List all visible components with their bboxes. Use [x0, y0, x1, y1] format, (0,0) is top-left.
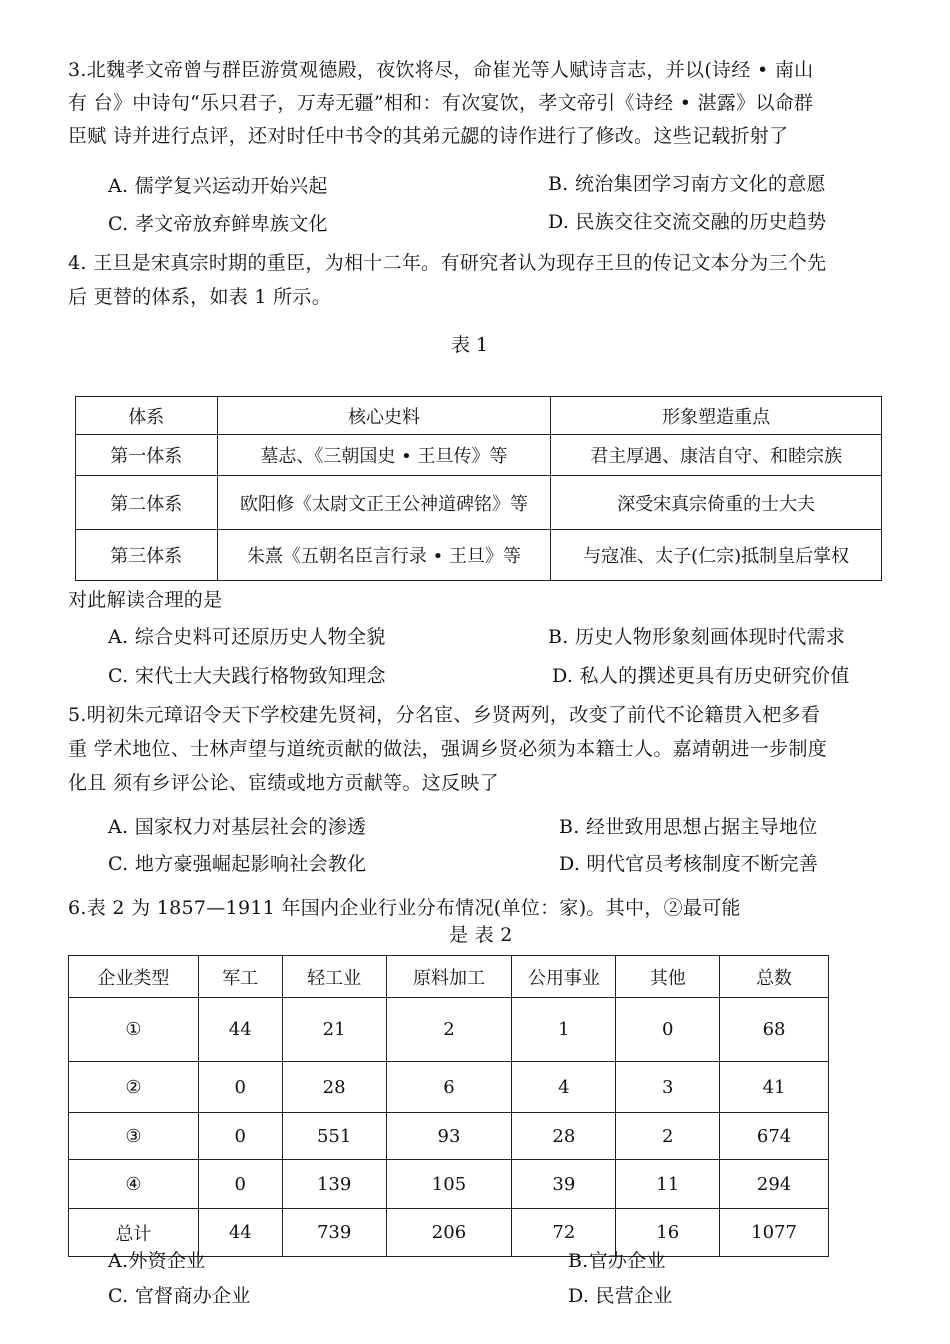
table-2-cell: 72 [512, 1209, 616, 1257]
q5-stem-line-3: 化且 须有乡评公论、宦绩或地方贡献等。这反映了 [68, 772, 499, 794]
table-2-cell: 39 [512, 1160, 616, 1209]
q4-option-d: D. 私人的撰述更具有历史研究价值 [552, 665, 850, 687]
table-2-cell: 0 [198, 1062, 282, 1113]
table-1 [75, 396, 882, 581]
table-2-cell: 3 [616, 1062, 720, 1113]
q3-stem-line-3: 臣赋 诗并进行点评，还对时任中书令的其弟元勰的诗作进行了修改。这些记载折射了 [68, 125, 789, 147]
table-2-cell: 551 [282, 1113, 386, 1160]
table-2-cell: ④ [69, 1160, 199, 1209]
q6-option-a: A.外资企业 [108, 1250, 206, 1272]
q4-stem-line-2: 后 更替的体系，如表 1 所示。 [68, 286, 332, 308]
table-2-cell: 11 [616, 1160, 720, 1209]
table-1-cell: 君主厚遇、康洁自守、和睦宗族 [551, 435, 882, 476]
table-2-cell: 44 [198, 1209, 282, 1257]
table-2-cell: 总计 [69, 1209, 199, 1257]
table-2-cell: 2 [616, 1113, 720, 1160]
table-row [69, 998, 829, 1062]
table-row [76, 530, 882, 581]
table-2-header: 军工 [198, 956, 282, 998]
table-2-cell: 139 [282, 1160, 386, 1209]
table-2-cell: 16 [616, 1209, 720, 1257]
table-1-header: 体系 [76, 397, 218, 435]
table-2-cell: 105 [386, 1160, 512, 1209]
table-row [69, 1062, 829, 1113]
q6-option-b: B.官办企业 [568, 1250, 666, 1272]
table-1-cell: 第三体系 [76, 530, 218, 581]
table-2-cell: ③ [69, 1113, 199, 1160]
q5-stem-line-2: 重 学术地位、士林声望与道统贡献的做法，强调乡贤必须为本籍士人。嘉靖朝进一步制度 [68, 738, 828, 760]
q6-stem-line-1: 6.表 2 为 1857—1911 年国内企业行业分布情况(单位：家)。其中，②最可能 [68, 897, 741, 919]
table-row [76, 435, 882, 476]
q5-option-d: D. 明代官员考核制度不断完善 [559, 853, 819, 875]
table-1-cell: 第二体系 [76, 476, 218, 530]
table-1-caption: 表 1 [451, 334, 489, 356]
q4-question: 对此解读合理的是 [68, 589, 223, 611]
table-1-header-row [76, 397, 882, 435]
q3-stem-line-2: 有 台》中诗句“乐只君子，万寿无疆”相和：有次宴饮，孝文帝引《诗经 • 湛露》以命群 [68, 92, 814, 114]
q5-option-a: A. 国家权力对基层社会的渗透 [108, 816, 367, 838]
table-2-cell: 739 [282, 1209, 386, 1257]
table-2-cell: 4 [512, 1062, 616, 1113]
table-2-header-row [69, 956, 829, 998]
table-2-header: 其他 [616, 956, 720, 998]
q3-option-b: B. 统治集团学习南方文化的意愿 [548, 173, 826, 195]
table-2-cell: ② [69, 1062, 199, 1113]
q3-option-c: C. 孝文帝放弃鲜卑族文化 [108, 213, 328, 235]
table-2-header: 总数 [720, 956, 829, 998]
table-2-cell: 1 [512, 998, 616, 1062]
table-row [69, 1160, 829, 1209]
table-2-cell: 28 [282, 1062, 386, 1113]
q6-stem-line-2: 是 表 2 [449, 924, 513, 946]
q5-option-b: B. 经世致用思想占据主导地位 [559, 816, 818, 838]
q5-stem-line-1: 5.明初朱元璋诏令天下学校建先贤祠，分名宦、乡贤两列，改变了前代不论籍贯入杷多看 [68, 704, 821, 726]
q6-option-d: D. 民营企业 [568, 1285, 673, 1307]
q3-option-d: D. 民族交往交流交融的历史趋势 [548, 211, 827, 233]
table-1-cell: 朱熹《五朝名臣言行录 • 王旦》等 [217, 530, 551, 581]
table-row [69, 1113, 829, 1160]
table-row [76, 476, 882, 530]
table-1-cell: 与寇准、太子(仁宗)抵制皇后掌权 [551, 530, 882, 581]
table-2-cell: ① [69, 998, 199, 1062]
table-2-cell: 68 [720, 998, 829, 1062]
table-2 [68, 955, 829, 1257]
table-2-cell: 44 [198, 998, 282, 1062]
table-2-header: 企业类型 [69, 956, 199, 998]
table-1-cell: 深受宋真宗倚重的士大夫 [551, 476, 882, 530]
table-1-cell: 第一体系 [76, 435, 218, 476]
table-2-cell: 0 [198, 1160, 282, 1209]
table-2-header: 轻工业 [282, 956, 386, 998]
q4-option-b: B. 历史人物形象刻画体现时代需求 [548, 626, 846, 648]
table-2-header: 公用事业 [512, 956, 616, 998]
table-2-cell: 0 [616, 998, 720, 1062]
q4-option-c: C. 宋代士大夫践行格物致知理念 [108, 665, 386, 687]
q3-option-a: A. 儒学复兴运动开始兴起 [108, 175, 328, 197]
table-1-cell: 墓志、《三朝国史 • 王旦传》等 [217, 435, 551, 476]
table-2-cell: 1077 [720, 1209, 829, 1257]
table-2-cell: 21 [282, 998, 386, 1062]
q4-option-a: A. 综合史料可还原历史人物全貌 [108, 626, 386, 648]
q4-stem-line-1: 4. 王旦是宋真宗时期的重臣，为相十二年。有研究者认为现存王旦的传记文本分为三个先 [68, 252, 827, 274]
table-2-cell: 294 [720, 1160, 829, 1209]
table-2-cell: 6 [386, 1062, 512, 1113]
table-2-cell: 0 [198, 1113, 282, 1160]
table-2-cell: 41 [720, 1062, 829, 1113]
table-1-cell: 欧阳修《太尉文正王公神道碑铭》等 [217, 476, 551, 530]
q6-option-c: C. 官督商办企业 [108, 1285, 251, 1307]
table-2-cell: 2 [386, 998, 512, 1062]
table-1-header: 形象塑造重点 [551, 397, 882, 435]
q5-option-c: C. 地方豪强崛起影响社会教化 [108, 853, 367, 875]
table-2-cell: 206 [386, 1209, 512, 1257]
table-2-cell: 93 [386, 1113, 512, 1160]
table-1-header: 核心史料 [217, 397, 551, 435]
table-2-header: 原料加工 [386, 956, 512, 998]
q3-stem-line-1: 3.北魏孝文帝曾与群臣游赏观德殿，夜饮将尽，命崔光等人赋诗言志，并以(诗经 • 南山 [68, 59, 814, 81]
table-2-cell: 28 [512, 1113, 616, 1160]
table-2-cell: 674 [720, 1113, 829, 1160]
